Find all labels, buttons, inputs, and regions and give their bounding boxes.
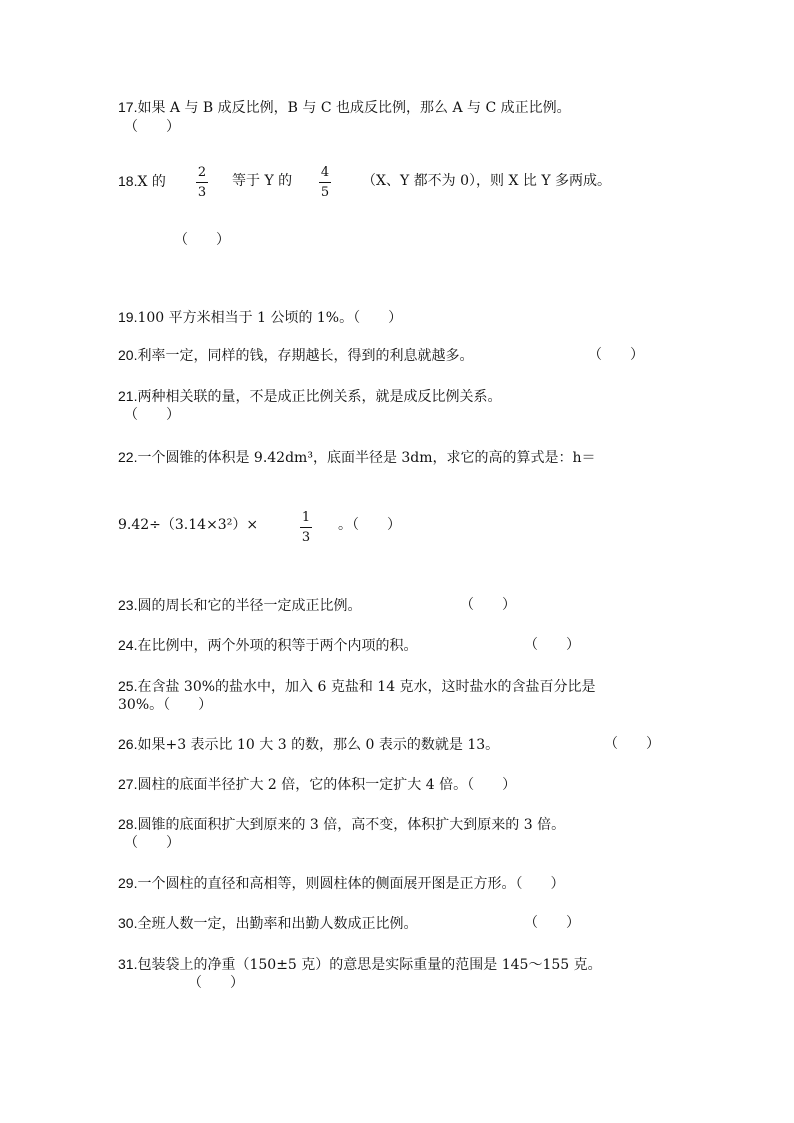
question-number: 22.	[118, 449, 138, 465]
fraction-four-fifths	[318, 165, 332, 200]
question-text: 全班人数一定，出勤率和出勤人数成正比例。	[137, 916, 418, 932]
question-number: 19.	[118, 309, 138, 325]
question-number: 31.	[118, 956, 138, 972]
question-18	[118, 172, 166, 191]
numerator: 2	[197, 165, 207, 180]
question-26	[118, 735, 499, 754]
fraction-one-third	[299, 510, 313, 545]
question-number: 29.	[118, 875, 138, 891]
question-text: （X、Y 都不为 0），则 X 比 Y 多两成。	[362, 173, 612, 189]
question-17	[118, 98, 571, 117]
answer-blank[interactable]: （ ）	[124, 407, 180, 423]
question-text: X 的	[137, 174, 166, 190]
question-text: 圆柱的底面半径扩大 2 倍，它的体积一定扩大 4 倍。（ ）	[137, 777, 517, 793]
denominator: 3	[301, 530, 311, 545]
denominator: 3	[197, 185, 207, 200]
question-29	[118, 874, 564, 893]
question-text: 9.42÷（3.14×3²）×	[118, 517, 259, 533]
question-31	[118, 955, 602, 974]
answer-blank[interactable]: （ ）	[124, 835, 180, 851]
question-number: 17.	[118, 99, 138, 115]
question-number: 23.	[118, 597, 138, 613]
answer-blank[interactable]: 。（ ）	[338, 517, 401, 533]
question-28	[118, 815, 565, 834]
answer-blank[interactable]: （ ）	[604, 736, 660, 752]
answer-blank[interactable]: （ ）	[188, 975, 244, 991]
fraction-bar	[196, 182, 208, 183]
answer-blank[interactable]: 30%。（ ）	[118, 697, 213, 713]
answer-blank[interactable]: （ ）	[588, 347, 644, 363]
answer-blank[interactable]: （ ）	[124, 119, 180, 135]
question-text: 等于 Y 的	[232, 173, 293, 189]
question-text: 如果+3 表示比 10 大 3 的数，那么 0 表示的数就是 13。	[137, 737, 500, 753]
question-20	[118, 346, 473, 365]
question-number: 18.	[118, 173, 138, 189]
question-25	[118, 677, 596, 696]
question-text: 100 平方米相当于 1 公顷的 1%。（ ）	[137, 310, 403, 326]
question-text: 在比例中，两个外项的积等于两个内项的积。	[137, 638, 418, 654]
numerator: 1	[301, 510, 311, 525]
question-24	[118, 636, 417, 655]
question-text: 在含盐 30%的盐水中，加入 6 克盐和 14 克水，这时盐水的含盐百分比是	[137, 679, 596, 695]
question-number: 27.	[118, 776, 138, 792]
question-30	[118, 914, 417, 933]
question-text: 一个圆柱的直径和高相等，则圆柱体的侧面展开图是正方形。（ ）	[137, 876, 565, 892]
question-number: 25.	[118, 678, 138, 694]
answer-blank[interactable]: （ ）	[524, 915, 580, 931]
question-number: 26.	[118, 736, 138, 752]
question-text: 一个圆锥的体积是 9.42dm³，底面半径是 3dm，求它的高的算式是：h＝	[137, 450, 596, 466]
answer-blank[interactable]: （ ）	[460, 597, 516, 613]
question-text: 如果 A 与 B 成反比例，B 与 C 也成反比例，那么 A 与 C 成正比例。	[137, 100, 571, 116]
numerator: 4	[320, 165, 330, 180]
question-text: 圆的周长和它的半径一定成正比例。	[137, 598, 362, 614]
question-number: 24.	[118, 637, 138, 653]
answer-blank[interactable]: （ ）	[524, 637, 580, 653]
question-text: 利率一定，同样的钱，存期越长，得到的利息就越多。	[137, 348, 474, 364]
fraction-bar	[300, 527, 312, 528]
question-text: 两种相关联的量，不是成正比例关系，就是成反比例关系。	[137, 389, 502, 405]
question-number: 28.	[118, 816, 138, 832]
question-number: 20.	[118, 347, 138, 363]
question-23	[118, 596, 361, 615]
question-22	[118, 448, 596, 467]
fraction-two-thirds	[195, 165, 209, 200]
question-19	[118, 308, 402, 327]
question-number: 21.	[118, 388, 138, 404]
question-number: 30.	[118, 915, 138, 931]
question-text: 圆锥的底面积扩大到原来的 3 倍，高不变，体积扩大到原来的 3 倍。	[137, 817, 566, 833]
question-text: 包装袋上的净重（150±5 克）的意思是实际重量的范围是 145～155 克。	[137, 957, 602, 973]
denominator: 5	[320, 185, 330, 200]
question-27	[118, 775, 516, 794]
question-21	[118, 387, 501, 406]
fraction-bar	[319, 182, 331, 183]
answer-blank[interactable]: （ ）	[174, 232, 230, 248]
